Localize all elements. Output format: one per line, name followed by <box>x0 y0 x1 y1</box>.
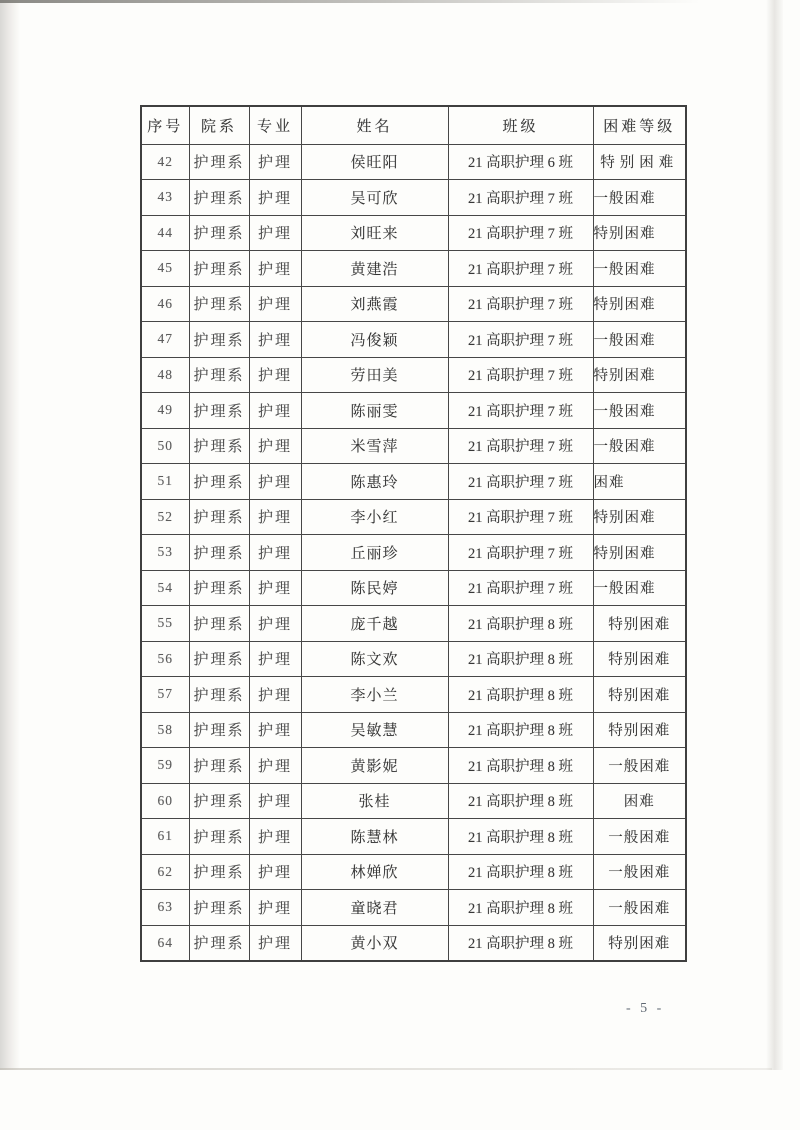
cell-major: 护理 <box>249 535 301 571</box>
cell-class-name: 21 高职护理 6 班 <box>448 144 593 180</box>
cell-class-name: 21 高职护理 7 班 <box>448 180 593 216</box>
cell-student-name: 黄影妮 <box>301 748 448 784</box>
cell-serial-number: 46 <box>141 286 189 322</box>
cell-difficulty-level: 特别困难 <box>593 535 686 571</box>
table-row <box>141 428 686 464</box>
cell-difficulty-level: 一般困难 <box>593 180 686 216</box>
cell-student-name: 冯俊颖 <box>301 322 448 358</box>
table-row <box>141 180 686 216</box>
cell-department: 护理系 <box>189 180 249 216</box>
cell-student-name: 李小兰 <box>301 677 448 713</box>
cell-department: 护理系 <box>189 925 249 961</box>
table-row <box>141 286 686 322</box>
cell-difficulty-level: 特别困难 <box>593 286 686 322</box>
cell-major: 护理 <box>249 854 301 890</box>
cell-major: 护理 <box>249 251 301 287</box>
cell-student-name: 李小红 <box>301 499 448 535</box>
cell-major: 护理 <box>249 322 301 358</box>
cell-serial-number: 53 <box>141 535 189 571</box>
column-header-difficulty-level: 困难等级 <box>593 106 686 144</box>
column-header-student-name: 姓名 <box>301 106 448 144</box>
cell-class-name: 21 高职护理 8 班 <box>448 854 593 890</box>
cell-class-name: 21 高职护理 8 班 <box>448 641 593 677</box>
cell-serial-number: 52 <box>141 499 189 535</box>
table-row <box>141 854 686 890</box>
student-difficulty-table <box>140 105 687 962</box>
cell-department: 护理系 <box>189 215 249 251</box>
cell-class-name: 21 高职护理 8 班 <box>448 783 593 819</box>
cell-difficulty-level: 困难 <box>593 464 686 500</box>
table-row <box>141 393 686 429</box>
cell-student-name: 林婵欣 <box>301 854 448 890</box>
table-row <box>141 251 686 287</box>
cell-student-name: 陈文欢 <box>301 641 448 677</box>
cell-department: 护理系 <box>189 854 249 890</box>
cell-major: 护理 <box>249 428 301 464</box>
cell-serial-number: 51 <box>141 464 189 500</box>
cell-serial-number: 56 <box>141 641 189 677</box>
cell-class-name: 21 高职护理 7 班 <box>448 322 593 358</box>
cell-student-name: 陈慧林 <box>301 819 448 855</box>
cell-department: 护理系 <box>189 428 249 464</box>
cell-department: 护理系 <box>189 322 249 358</box>
table-row <box>141 641 686 677</box>
cell-department: 护理系 <box>189 783 249 819</box>
cell-difficulty-level: 特别困难 <box>593 925 686 961</box>
cell-major: 护理 <box>249 712 301 748</box>
cell-difficulty-level: 一般困难 <box>593 748 686 784</box>
cell-difficulty-level: 特别困难 <box>593 606 686 642</box>
cell-class-name: 21 高职护理 7 班 <box>448 428 593 464</box>
cell-major: 护理 <box>249 180 301 216</box>
table-row <box>141 357 686 393</box>
cell-serial-number: 44 <box>141 215 189 251</box>
cell-class-name: 21 高职护理 7 班 <box>448 215 593 251</box>
cell-class-name: 21 高职护理 7 班 <box>448 535 593 571</box>
table-body <box>141 144 686 961</box>
cell-class-name: 21 高职护理 7 班 <box>448 393 593 429</box>
table-row <box>141 677 686 713</box>
cell-department: 护理系 <box>189 286 249 322</box>
cell-class-name: 21 高职护理 8 班 <box>448 925 593 961</box>
cell-department: 护理系 <box>189 144 249 180</box>
table-row <box>141 606 686 642</box>
cell-department: 护理系 <box>189 641 249 677</box>
cell-difficulty-level: 特别困难 <box>593 499 686 535</box>
cell-difficulty-level: 特别困难 <box>593 215 686 251</box>
cell-class-name: 21 高职护理 7 班 <box>448 357 593 393</box>
cell-student-name: 陈民婷 <box>301 570 448 606</box>
cell-serial-number: 62 <box>141 854 189 890</box>
cell-student-name: 吴敏慧 <box>301 712 448 748</box>
cell-difficulty-level: 困难 <box>593 783 686 819</box>
column-header-major: 专业 <box>249 106 301 144</box>
cell-major: 护理 <box>249 570 301 606</box>
cell-department: 护理系 <box>189 748 249 784</box>
cell-student-name: 陈惠玲 <box>301 464 448 500</box>
cell-major: 护理 <box>249 925 301 961</box>
cell-student-name: 黄小双 <box>301 925 448 961</box>
cell-serial-number: 47 <box>141 322 189 358</box>
column-header-department: 院系 <box>189 106 249 144</box>
cell-student-name: 庞千越 <box>301 606 448 642</box>
table-row <box>141 748 686 784</box>
cell-major: 护理 <box>249 464 301 500</box>
cell-difficulty-level: 特别困难 <box>593 357 686 393</box>
cell-major: 护理 <box>249 783 301 819</box>
paper-top-edge-shadow <box>0 0 700 3</box>
table-row <box>141 535 686 571</box>
cell-student-name: 张桂 <box>301 783 448 819</box>
cell-student-name: 米雪萍 <box>301 428 448 464</box>
cell-class-name: 21 高职护理 8 班 <box>448 819 593 855</box>
cell-department: 护理系 <box>189 499 249 535</box>
header-row <box>141 106 686 144</box>
cell-department: 护理系 <box>189 251 249 287</box>
cell-difficulty-level: 特别困难 <box>593 677 686 713</box>
cell-serial-number: 42 <box>141 144 189 180</box>
cell-serial-number: 54 <box>141 570 189 606</box>
cell-department: 护理系 <box>189 570 249 606</box>
cell-class-name: 21 高职护理 8 班 <box>448 748 593 784</box>
cell-department: 护理系 <box>189 819 249 855</box>
cell-major: 护理 <box>249 357 301 393</box>
cell-serial-number: 64 <box>141 925 189 961</box>
cell-department: 护理系 <box>189 712 249 748</box>
cell-major: 护理 <box>249 677 301 713</box>
cell-major: 护理 <box>249 890 301 926</box>
cell-serial-number: 45 <box>141 251 189 287</box>
cell-student-name: 劳田美 <box>301 357 448 393</box>
cell-department: 护理系 <box>189 464 249 500</box>
cell-student-name: 吴可欣 <box>301 180 448 216</box>
cell-difficulty-level: 一般困难 <box>593 322 686 358</box>
cell-difficulty-level: 特别困难 <box>593 144 686 180</box>
cell-student-name: 陈丽雯 <box>301 393 448 429</box>
cell-major: 护理 <box>249 819 301 855</box>
cell-major: 护理 <box>249 215 301 251</box>
cell-difficulty-level: 一般困难 <box>593 428 686 464</box>
cell-serial-number: 60 <box>141 783 189 819</box>
cell-department: 护理系 <box>189 535 249 571</box>
cell-major: 护理 <box>249 748 301 784</box>
cell-student-name: 黄建浩 <box>301 251 448 287</box>
cell-serial-number: 61 <box>141 819 189 855</box>
cell-class-name: 21 高职护理 7 班 <box>448 251 593 287</box>
cell-difficulty-level: 一般困难 <box>593 890 686 926</box>
cell-student-name: 丘丽珍 <box>301 535 448 571</box>
cell-serial-number: 63 <box>141 890 189 926</box>
paper-left-edge-shadow <box>0 0 20 1070</box>
cell-class-name: 21 高职护理 8 班 <box>448 890 593 926</box>
cell-major: 护理 <box>249 606 301 642</box>
cell-class-name: 21 高职护理 8 班 <box>448 677 593 713</box>
column-header-serial-number: 序号 <box>141 106 189 144</box>
cell-serial-number: 50 <box>141 428 189 464</box>
cell-class-name: 21 高职护理 8 班 <box>448 712 593 748</box>
table-row <box>141 819 686 855</box>
table-row <box>141 925 686 961</box>
cell-serial-number: 57 <box>141 677 189 713</box>
cell-difficulty-level: 一般困难 <box>593 393 686 429</box>
cell-major: 护理 <box>249 499 301 535</box>
cell-department: 护理系 <box>189 357 249 393</box>
cell-department: 护理系 <box>189 890 249 926</box>
cell-serial-number: 58 <box>141 712 189 748</box>
table-row <box>141 499 686 535</box>
cell-major: 护理 <box>249 144 301 180</box>
table-row <box>141 712 686 748</box>
table-row <box>141 322 686 358</box>
cell-student-name: 童晓君 <box>301 890 448 926</box>
paper-right-edge-shadow <box>766 0 783 1070</box>
table-row <box>141 890 686 926</box>
cell-student-name: 刘旺来 <box>301 215 448 251</box>
table-row <box>141 215 686 251</box>
cell-serial-number: 48 <box>141 357 189 393</box>
cell-student-name: 侯旺阳 <box>301 144 448 180</box>
cell-department: 护理系 <box>189 393 249 429</box>
cell-department: 护理系 <box>189 677 249 713</box>
cell-serial-number: 49 <box>141 393 189 429</box>
cell-serial-number: 59 <box>141 748 189 784</box>
cell-class-name: 21 高职护理 8 班 <box>448 606 593 642</box>
cell-difficulty-level: 一般困难 <box>593 854 686 890</box>
column-header-class-name: 班级 <box>448 106 593 144</box>
cell-class-name: 21 高职护理 7 班 <box>448 570 593 606</box>
cell-student-name: 刘燕霞 <box>301 286 448 322</box>
cell-serial-number: 55 <box>141 606 189 642</box>
table-row <box>141 783 686 819</box>
table-row <box>141 464 686 500</box>
cell-class-name: 21 高职护理 7 班 <box>448 464 593 500</box>
table-row <box>141 570 686 606</box>
cell-difficulty-level: 一般困难 <box>593 251 686 287</box>
cell-major: 护理 <box>249 286 301 322</box>
cell-major: 护理 <box>249 393 301 429</box>
cell-serial-number: 43 <box>141 180 189 216</box>
cell-difficulty-level: 一般困难 <box>593 819 686 855</box>
paper-bottom-edge-shadow <box>0 1068 772 1070</box>
cell-difficulty-level: 特别困难 <box>593 712 686 748</box>
cell-class-name: 21 高职护理 7 班 <box>448 286 593 322</box>
page-number: - 5 - <box>626 1001 665 1016</box>
cell-department: 护理系 <box>189 606 249 642</box>
table-row <box>141 144 686 180</box>
cell-difficulty-level: 一般困难 <box>593 570 686 606</box>
cell-difficulty-level: 特别困难 <box>593 641 686 677</box>
cell-major: 护理 <box>249 641 301 677</box>
cell-class-name: 21 高职护理 7 班 <box>448 499 593 535</box>
